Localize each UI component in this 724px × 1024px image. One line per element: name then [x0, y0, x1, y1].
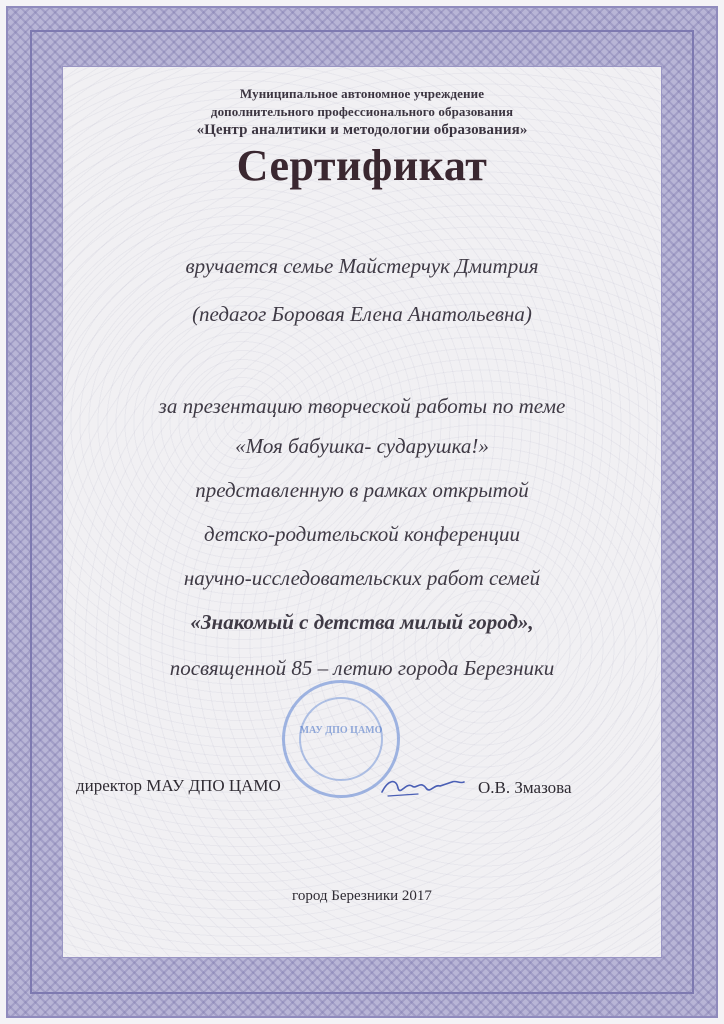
city-year: город Березники 2017: [292, 888, 432, 904]
certificate-title: Сертификат: [236, 141, 488, 190]
award-text-line-5: научно-исследовательских работ семей: [183, 566, 541, 590]
org-line-2: дополнительного профессионального образования: [210, 104, 514, 119]
conference-name: «Знакомый с детства милый город»,: [190, 610, 534, 634]
stamp-text: МАУ ДПО ЦАМО: [299, 725, 383, 736]
org-line-1: Муниципальное автономное учреждение: [239, 86, 485, 101]
certificate-sheet: [62, 66, 662, 958]
signatory-position: директор МАУ ДПО ЦАМО: [76, 776, 281, 795]
award-topic: «Моя бабушка- сударушка!»: [235, 434, 489, 458]
org-line-3: «Центр аналитики и методологии образования»: [196, 122, 528, 138]
signatory-name: О.В. Змазова: [478, 778, 572, 797]
award-text-line-3: представленную в рамках открытой: [195, 478, 529, 502]
award-text-line-4: детско-родительской конференции: [204, 522, 520, 546]
recipient-line-2: (педагог Боровая Елена Анатольевна): [192, 302, 532, 326]
award-text-line-1: за презентацию творческой работы по теме: [158, 394, 566, 418]
handwritten-signature: [378, 770, 468, 804]
recipient-line-1: вручается семье Майстерчук Дмитрия: [185, 254, 539, 278]
award-text-line-7: посвященной 85 – летию города Березники: [169, 656, 555, 680]
